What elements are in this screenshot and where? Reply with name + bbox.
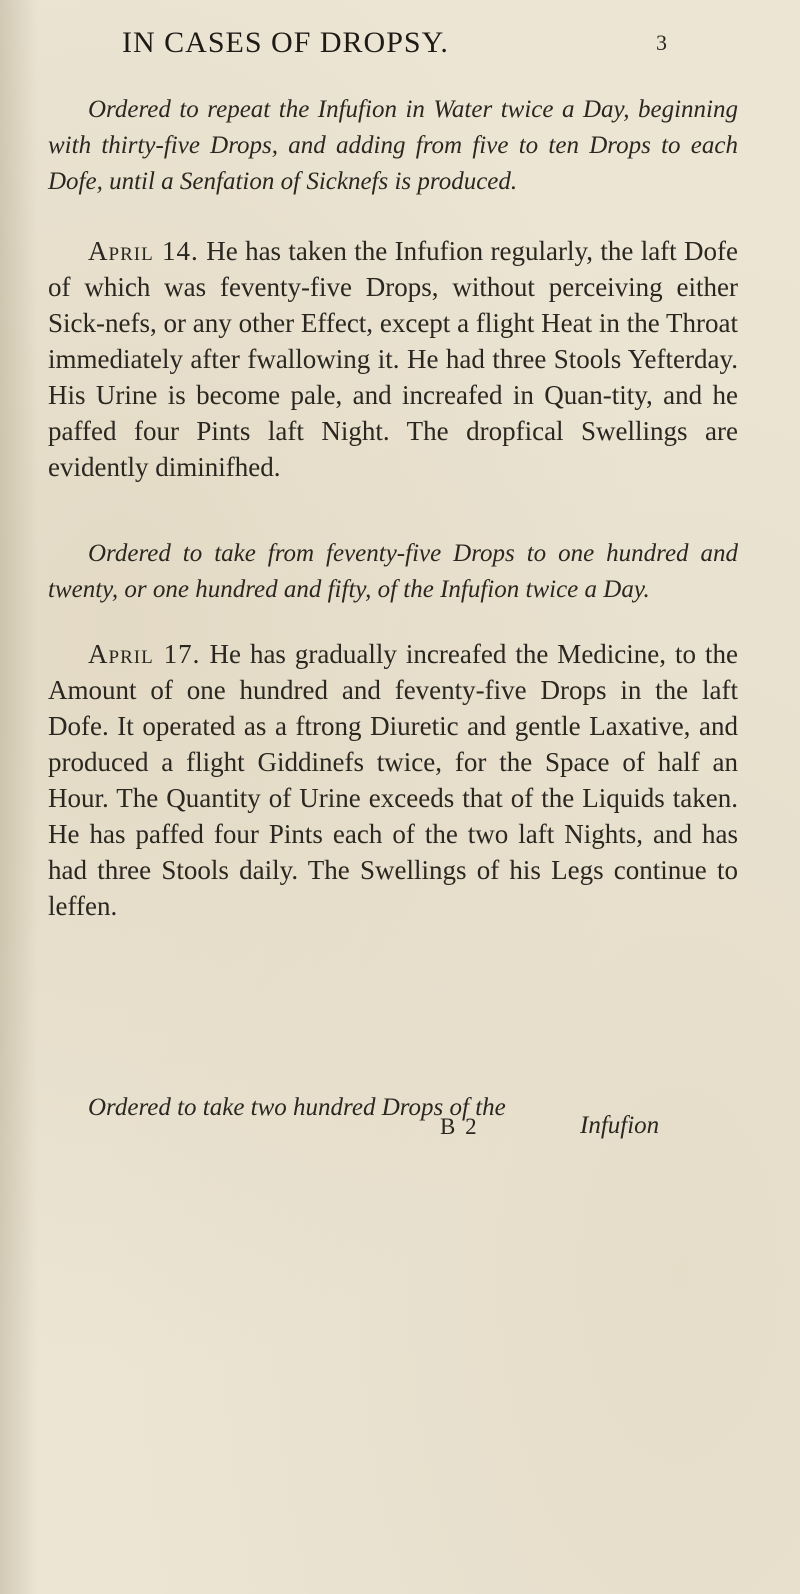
page-number: 3 [656, 30, 667, 55]
entry-april-14 [48, 233, 738, 485]
running-head [0, 26, 800, 66]
entry-text: He has gradually increafed the Medicine, to the Amount of one hundred and feventy-five Drops in the laft Dofe. It operated as a ftrong Diuretic and gentle Laxative, and produced a flight Giddinefs twice, for the Space of half an Hour. The Quantity of Urine exceeds that of the Liquids taken. He has paffed four Pints each of the two laft Nights, and has had three Stools daily. The Swellings of his Legs continue to leffen. [48, 639, 739, 921]
catchword: Infufion [580, 1112, 660, 1139]
final-order-text: Ordered to take two hundred Drops of the [88, 1094, 506, 1121]
gutter-shadow [0, 0, 38, 1594]
running-title: IN CASES OF DROPSY. [122, 26, 449, 59]
entry-date: April 17. [88, 639, 201, 669]
entry-date: April 14. [88, 236, 199, 266]
entry-april-17 [48, 636, 738, 924]
order-text: Ordered to take from feventy-five Drops to one hundred and twenty, or one hundred and fifty, of the Infufion twice a Day. [48, 540, 738, 603]
order-paragraph-1 [48, 92, 738, 200]
order-paragraph-2 [48, 536, 738, 608]
signature-mark: B 2 [440, 1114, 479, 1139]
entry-text: He has taken the Infufion regularly, the laft Dofe of which was feventy-five Drops, without perceiving either Sick-nefs, or any other Effect, except a flight Heat in the Throat immediately after fwallowing it. He had three Stools Yefterday. His Urine is become pale, and increafed in Quan-tity, and he paffed four Pints laft Night. The dropfical Swellings are evidently diminifhed. [48, 236, 739, 482]
order-text: Ordered to repeat the Infufion in Water twice a Day, beginning with thirty-five Drops, and adding from five to ten Drops to each Dofe, until a Senfation of Sicknefs is produced. [48, 96, 738, 195]
